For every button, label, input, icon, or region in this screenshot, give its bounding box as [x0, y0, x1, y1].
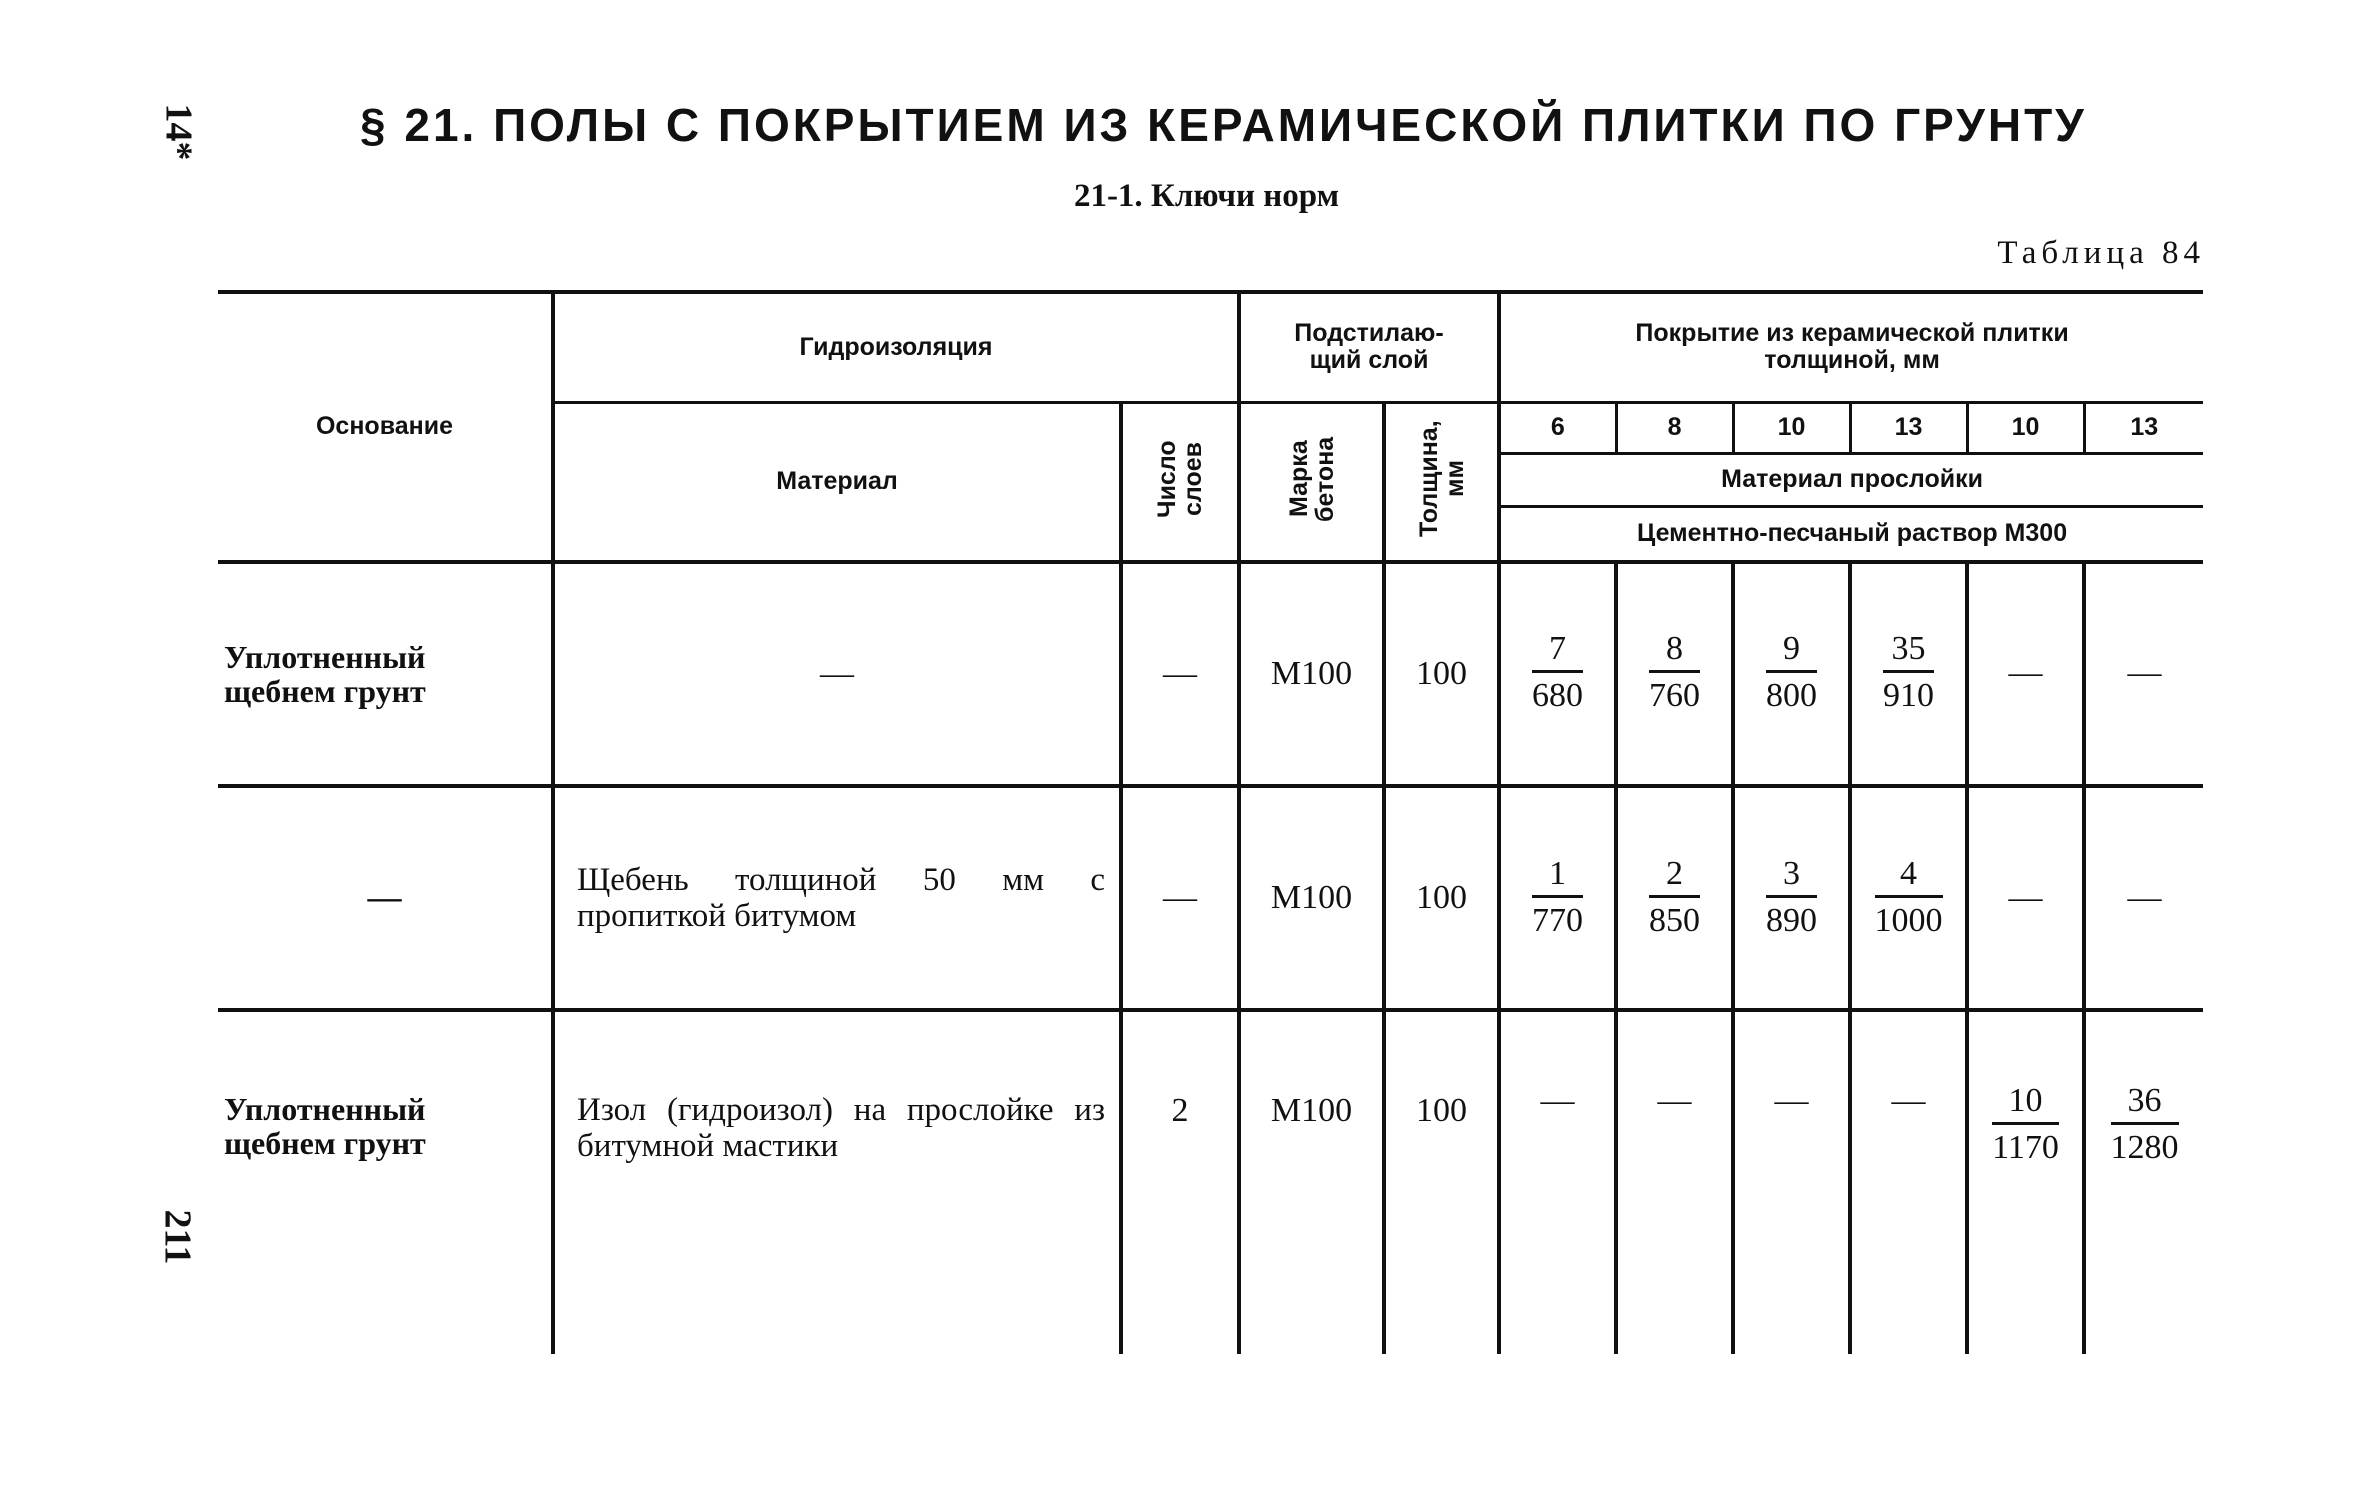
cell-dash: —	[1967, 786, 2084, 1010]
cell-key	[1967, 1010, 2084, 1354]
header-podstilayushchiy-line2: щий слой	[1309, 346, 1429, 375]
key-denominator: 890	[1766, 902, 1818, 939]
header-rastvor: Цементно-песчаный раствор М300	[1499, 506, 2203, 561]
cell-osnovanie: Уплотненный щебнем грунт	[218, 562, 553, 786]
cell-key	[1850, 786, 1967, 1010]
cell-chislo: —	[1121, 786, 1239, 1010]
header-pokrytie-line2: толщиной, мм	[1764, 346, 1940, 375]
header-material-prosloyki: Материал прослойки	[1499, 453, 2203, 506]
key-denominator: 1000	[1874, 902, 1943, 939]
cell-key	[1733, 562, 1850, 786]
cell-osnovanie: —	[218, 786, 553, 1010]
cell-dash: —	[1850, 1010, 1967, 1354]
header-material: Материал	[553, 402, 1121, 562]
key-numerator: 9	[1766, 630, 1817, 673]
header-gidroizolyaciya: Гидроизоляция	[553, 292, 1239, 402]
header-podstilayushchiy	[1239, 292, 1499, 402]
header-podstilayushchiy-line1: Подстилаю-	[1294, 319, 1444, 348]
cell-chislo: —	[1121, 562, 1239, 786]
cell-osnovanie: Уплотненный щебнем грунт	[224, 1090, 426, 1161]
key-denominator: 910	[1883, 677, 1935, 714]
header-tolshchina: Толщина, мм	[1384, 402, 1499, 562]
cell-key	[1733, 786, 1850, 1010]
cell-key	[1616, 786, 1733, 1010]
key-denominator: 680	[1532, 677, 1584, 714]
table-row	[218, 786, 2203, 1010]
key-denominator: 770	[1532, 902, 1584, 939]
header-osnovanie: Основание	[218, 292, 553, 562]
thickness-6: 6	[1499, 402, 1616, 453]
key-numerator: 2	[1649, 855, 1700, 898]
norms-table	[218, 290, 2203, 1354]
header-marka-betona: Марка бетона	[1239, 402, 1384, 562]
margin-mark-top: 14*	[157, 103, 200, 161]
thickness-8: 8	[1616, 402, 1733, 453]
cell-key	[1499, 786, 1616, 1010]
header-pokrytie-line1: Покрытие из керамической плитки	[1635, 319, 2069, 348]
key-numerator: 7	[1532, 630, 1583, 673]
key-numerator: 1	[1532, 855, 1583, 898]
cell-dash: —	[1733, 1010, 1850, 1354]
cell-dash: —	[1616, 1010, 1733, 1354]
cell-key	[1850, 562, 1967, 786]
table-row	[218, 562, 2203, 786]
key-numerator: 35	[1883, 630, 1934, 673]
cell-key	[2084, 1010, 2203, 1354]
table-number: Таблица 84	[1997, 235, 2205, 271]
cell-dash: —	[2084, 786, 2203, 1010]
header-pokrytie	[1499, 292, 2203, 402]
key-numerator: 4	[1875, 855, 1943, 898]
thickness-10: 10	[1733, 402, 1850, 453]
cell-key	[1616, 562, 1733, 786]
header-chislo-sloev: Число слоев	[1121, 402, 1239, 562]
thickness-13: 13	[1850, 402, 1967, 453]
margin-mark-bottom: 211	[156, 1209, 199, 1265]
cell-marka: М100	[1239, 562, 1384, 786]
key-denominator: 850	[1649, 902, 1701, 939]
key-numerator: 8	[1649, 630, 1700, 673]
key-numerator: 36	[2111, 1082, 2179, 1125]
key-denominator: 1170	[1992, 1128, 2059, 1166]
key-denominator: 1280	[2110, 1128, 2179, 1166]
key-numerator: 3	[1766, 855, 1817, 898]
cell-key	[1499, 562, 1616, 786]
table-row	[218, 1010, 2203, 1354]
section-title: § 21. ПОЛЫ С ПОКРЫТИЕМ ИЗ КЕРАМИЧЕСКОЙ ПЛИТКИ ПО ГРУНТУ	[360, 99, 2087, 151]
key-denominator: 800	[1766, 677, 1818, 714]
cell-chislo: 2	[1121, 1010, 1239, 1354]
cell-marka: М100	[1239, 786, 1384, 1010]
cell-dash: —	[1967, 562, 2084, 786]
thickness-10-b: 10	[1967, 402, 2084, 453]
table-header	[218, 292, 2203, 562]
cell-tolshchina: 100	[1384, 1010, 1499, 1354]
cell-marka: М100	[1239, 1010, 1384, 1354]
cell-material: Изол (гидроизол) на прослойке из битумной мастики	[553, 1010, 1121, 1354]
cell-dash: —	[1499, 1010, 1616, 1354]
cell-material: Щебень толщиной 50 мм с пропиткой битумом	[553, 786, 1121, 1010]
cell-material: —	[553, 562, 1121, 786]
cell-dash: —	[2084, 562, 2203, 786]
thickness-13-b: 13	[2084, 402, 2203, 453]
section-subtitle: 21-1. Ключи норм	[1073, 178, 1340, 214]
key-numerator: 10	[1992, 1082, 2059, 1125]
cell-tolshchina: 100	[1384, 562, 1499, 786]
table-body	[218, 562, 2203, 1354]
cell-tolshchina: 100	[1384, 786, 1499, 1010]
key-denominator: 760	[1649, 677, 1701, 714]
